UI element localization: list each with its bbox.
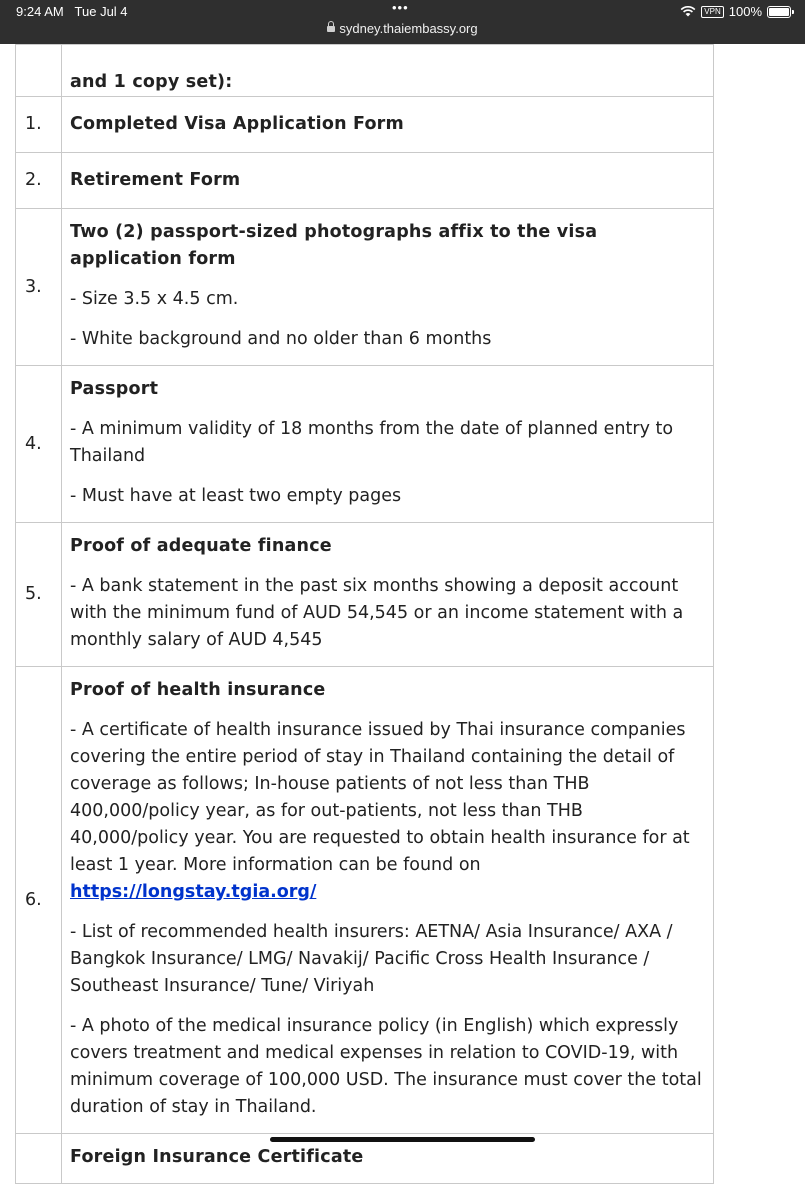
row-number: 4. — [16, 366, 62, 523]
row-number: 6. — [16, 667, 62, 1134]
status-icons — [680, 4, 791, 19]
table-row — [16, 209, 714, 366]
row-content — [62, 209, 714, 366]
row-title: Retirement Form — [70, 170, 241, 190]
table-row — [16, 97, 714, 153]
row-number: 5. — [16, 523, 62, 667]
row-title: Proof of health insurance — [70, 680, 326, 700]
battery-icon — [767, 6, 791, 18]
row-number: 3. — [16, 209, 62, 366]
row-detail: - A photo of the medical insurance policy (in English) which expressly covers treatment and medical expenses in relation to COVID-19, with minimum coverage of 100,000 USD. The insurance must cover the total duration of stay in Thailand. — [70, 1016, 702, 1117]
url-text: sydney.thaiembassy.org — [339, 21, 478, 36]
home-indicator[interactable] — [270, 1137, 535, 1142]
status-time: 9:24 AM Tue Jul 4 — [16, 4, 128, 19]
row-number: 2. — [16, 153, 62, 209]
table-row-header — [16, 45, 714, 97]
row-detail: - A bank statement in the past six months showing a deposit account with the minimum fund of AUD 54,545 or an income statement with a monthly salary of AUD 4,545 — [70, 576, 684, 650]
requirements-table-container — [15, 44, 715, 1184]
table-row — [16, 523, 714, 667]
row-number: 1. — [16, 97, 62, 153]
row-title: Completed Visa Application Form — [70, 114, 404, 134]
address-bar[interactable] — [0, 21, 805, 36]
table-row — [16, 366, 714, 523]
row-title: Proof of adequate finance — [70, 536, 332, 556]
status-bar — [0, 0, 805, 44]
wifi-icon — [680, 6, 696, 17]
longstay-link[interactable]: https://longstay.tgia.org/ — [70, 882, 317, 902]
multitask-dots[interactable]: ••• — [392, 0, 409, 15]
table-row — [16, 153, 714, 209]
row-detail — [70, 717, 705, 906]
requirements-table — [15, 44, 714, 1184]
lock-icon — [327, 26, 335, 32]
row-content — [62, 667, 714, 1134]
row-detail: - A minimum validity of 18 months from the date of planned entry to Thailand — [70, 419, 674, 466]
row-title: Foreign Insurance Certificate — [70, 1147, 364, 1167]
vpn-badge: VPN — [701, 6, 723, 18]
table-row — [16, 667, 714, 1134]
row-content — [62, 97, 714, 153]
row-title: Passport — [70, 379, 159, 399]
row-content — [62, 366, 714, 523]
row-title: Two (2) passport-sized photographs affix to the visa application form — [70, 222, 598, 269]
header-fragment: and 1 copy set): — [70, 72, 233, 92]
row-detail: - List of recommended health insurers: AETNA/ Asia Insurance/ AXA / Bangkok Insurance/ LMG/ Navakij/ Pacific Cross Health Insurance / Southeast Insurance/ Tune/ Viriyah — [70, 922, 673, 996]
row-detail-text: - A certificate of health insurance issued by Thai insurance companies covering the entire period of stay in Thailand containing the detail of coverage as follows; In-house patients of not less than THB 400,000/policy year, as for out-patients, not less than THB 40,000/policy year. You are requested to obtain health insurance for at least 1 year. More information can be found on — [70, 720, 690, 875]
row-content — [62, 45, 714, 97]
battery-percent: 100% — [728, 4, 762, 19]
row-detail: - Must have at least two empty pages — [70, 486, 402, 506]
row-detail: - Size 3.5 x 4.5 cm. — [70, 289, 239, 309]
row-content — [62, 523, 714, 667]
row-detail: - White background and no older than 6 months — [70, 329, 492, 349]
row-content — [62, 153, 714, 209]
row-number — [16, 1134, 62, 1184]
row-number — [16, 45, 62, 97]
